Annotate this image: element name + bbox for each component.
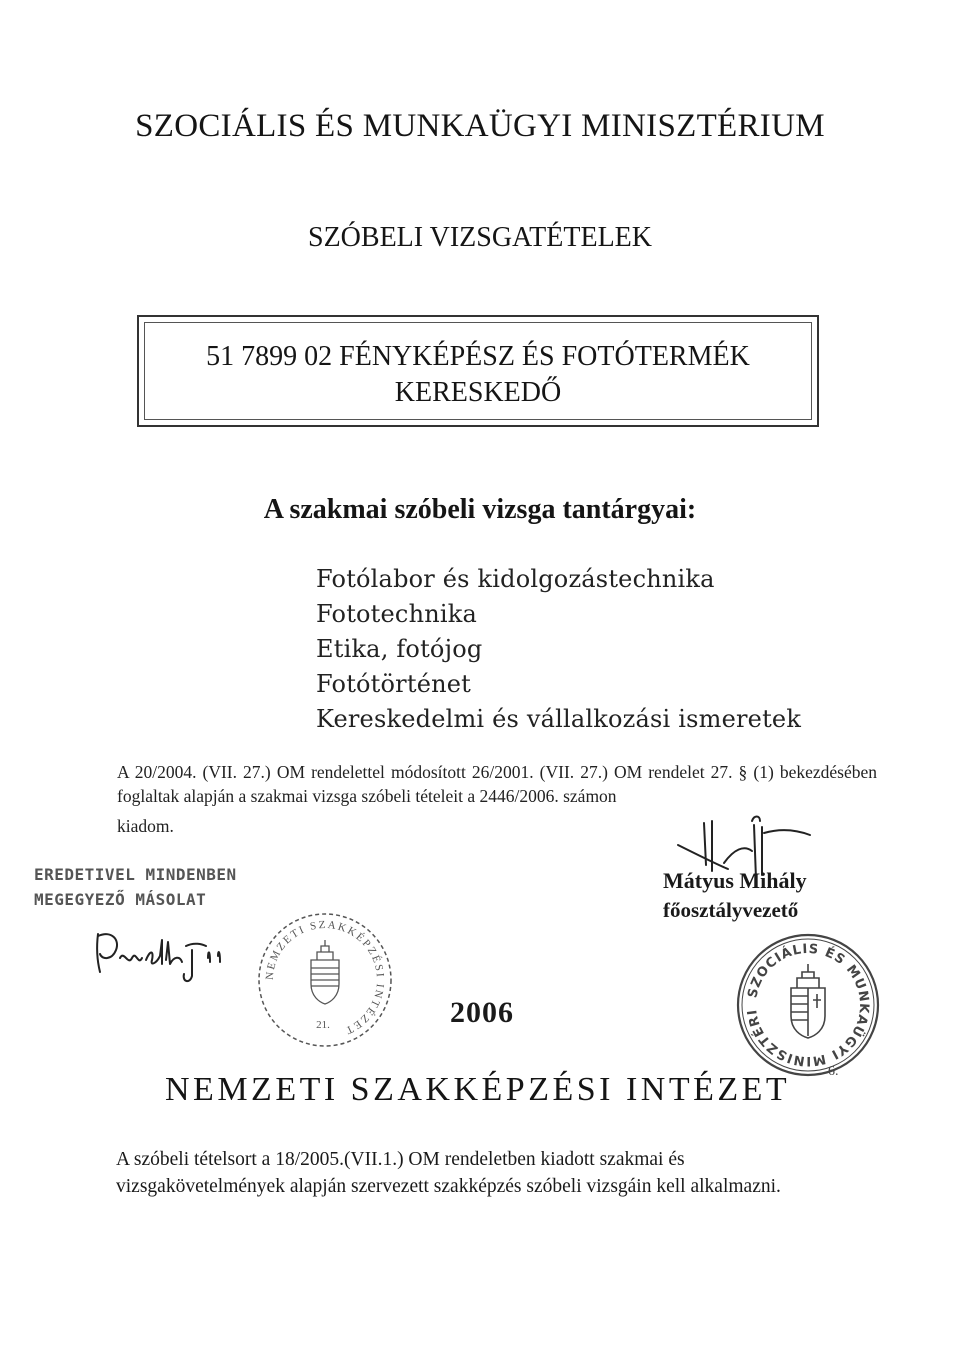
ministry-seal-ring-text: SZOCIÁLIS ÉS MUNKAÜGYI MINISZTÉRIUM <box>726 919 872 1069</box>
ministry-seal <box>726 919 883 1080</box>
subject-item: Fotólabor és kidolgozástechnika <box>316 565 715 593</box>
subject-item: Fototechnika <box>316 600 478 628</box>
institute-seal-number: 21. <box>316 1019 330 1031</box>
decree-closing: kiadom. <box>117 816 174 836</box>
signatory-name: Mátyus Mihály <box>663 868 807 893</box>
footnote-line2: vizsgakövetelmények alapján szervezett szakképzés szóbeli vizsgáin kell alkalmazni. <box>116 1176 781 1197</box>
coat-of-arms-icon <box>311 940 339 1004</box>
year: 2006 <box>450 996 514 1029</box>
certified-copy-line2: MEGEGYEZŐ MÁSOLAT <box>34 890 207 909</box>
subjects-list <box>316 562 801 737</box>
qualification-title-line2: KERESKEDŐ <box>394 377 562 408</box>
ministry-seal-number: 6. <box>828 1064 839 1079</box>
qualification-title <box>139 339 817 411</box>
coat-of-arms-icon <box>791 964 825 1038</box>
subject-item: Fotótörténet <box>316 670 472 698</box>
subject-item: Kereskedelmi és vállalkozási ismeretek <box>316 705 802 733</box>
certified-copy-stamp <box>34 862 237 912</box>
certified-copy-line1: EREDETIVEL MINDENBEN <box>34 865 237 884</box>
footnote-line1: A szóbeli tételsort a 18/2005.(VII.1.) OM rendeletben kiadott szakmai és <box>116 1149 685 1170</box>
footnote <box>116 1146 781 1200</box>
subject-item: Etika, fotójog <box>316 635 483 663</box>
decree-paragraph: A 20/2004. (VII. 27.) OM rendelettel módosított 26/2001. (VII. 27.) OM rendelet 27. § (1) bekezdésében foglaltak alapján a szakmai vizsga szóbeli tételeit a 2446/2006. számon <box>117 762 877 806</box>
qualification-title-line1: 51 7899 02 FÉNYKÉPÉSZ ÉS FOTÓTERMÉK <box>206 341 750 372</box>
ministry-heading: SZOCIÁLIS ÉS MUNKAÜGYI MINISZTÉRIUM <box>135 108 825 144</box>
document-subtitle: SZÓBELI VIZSGATÉTELEK <box>308 222 652 253</box>
subjects-heading: A szakmai szóbeli vizsga tantárgyai: <box>263 494 697 525</box>
signatory-title: főosztályvezető <box>663 898 799 922</box>
certifier-signature <box>90 920 260 990</box>
institute-name: NEMZETI SZAKKÉPZÉSI INTÉZET <box>165 1071 791 1108</box>
institute-seal-ring-text: NEMZETI SZAKKÉPZÉSI INTÉZET <box>263 918 387 1037</box>
svg-text:SZOCIÁLIS ÉS MUNKAÜGYI MINISZT <box>726 919 871 1068</box>
qualification-box <box>137 315 819 427</box>
institute-seal <box>255 910 395 1050</box>
